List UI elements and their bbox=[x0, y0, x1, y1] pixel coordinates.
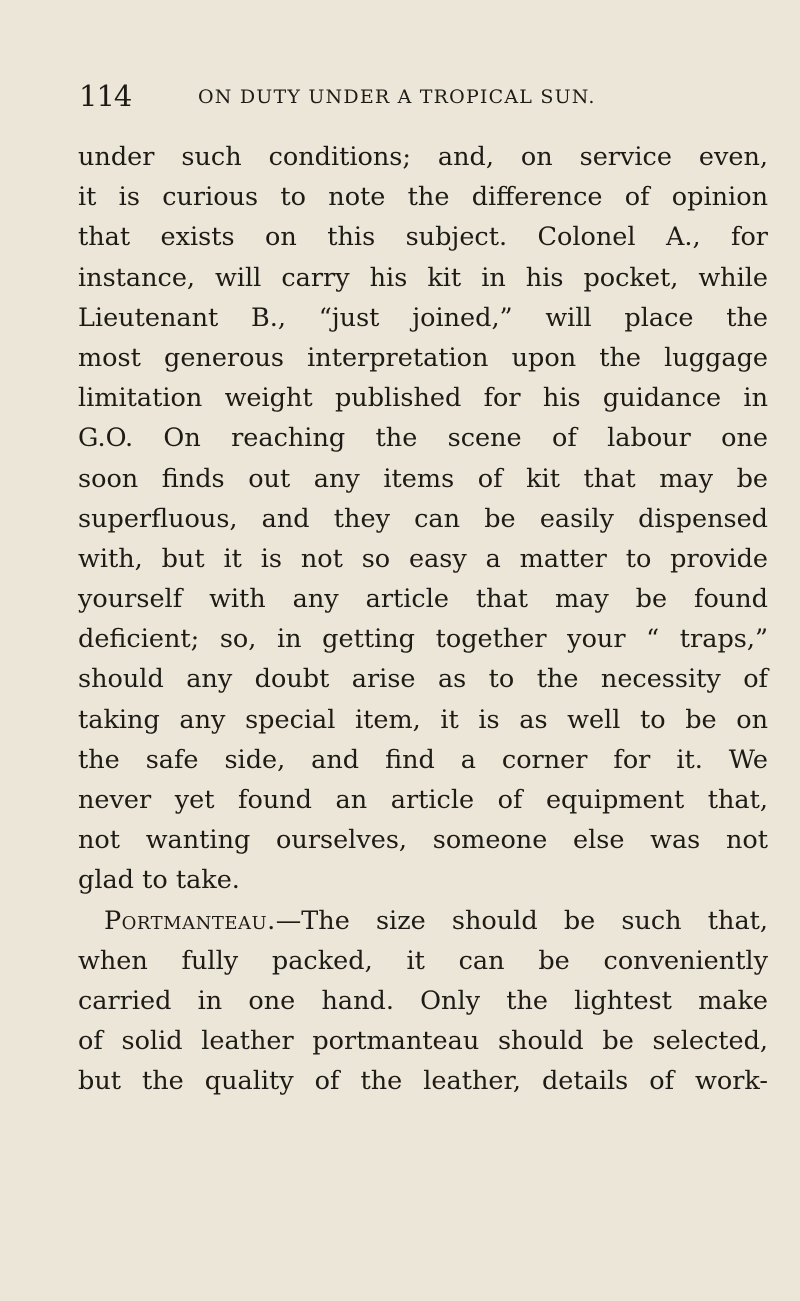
text-line: soon finds out any items of kit that may be bbox=[78, 463, 768, 494]
text-line: with, but it is not so easy a matter to provide bbox=[78, 543, 768, 574]
section-line-text: —The size should be such that, bbox=[275, 905, 768, 936]
page-header bbox=[79, 76, 759, 116]
text-line: should any doubt arise as to the necessity of bbox=[78, 664, 768, 695]
page-number: 114 bbox=[79, 79, 132, 113]
text-line: G.O. On reaching the scene of labour one bbox=[78, 423, 768, 454]
text-line: when fully packed, it can be conveniently bbox=[78, 945, 768, 976]
text-line: yourself with any article that may be found bbox=[78, 584, 768, 615]
text-line: not wanting ourselves, someone else was not bbox=[78, 825, 768, 856]
running-title: ON DUTY UNDER A TROPICAL SUN. bbox=[198, 86, 596, 108]
text-line: most generous interpretation upon the luggage bbox=[78, 342, 768, 373]
text-line: but the quality of the leather, details of work- bbox=[78, 1066, 768, 1097]
text-line: it is curious to note the difference of opinion bbox=[78, 182, 768, 213]
text-line: instance, will carry his kit in his pocket, while bbox=[78, 262, 768, 293]
section-first-line bbox=[78, 901, 768, 941]
text-line: limitation weight published for his guidance in bbox=[78, 383, 768, 414]
section-heading: Portmanteau. bbox=[104, 905, 276, 936]
text-line: deficient; so, in getting together your “ traps,” bbox=[78, 624, 768, 655]
text-line: that exists on this subject. Colonel A., for bbox=[78, 222, 768, 253]
text-line: taking any special item, it is as well to be on bbox=[78, 704, 768, 735]
body-text bbox=[78, 137, 768, 1102]
text-line: carried in one hand. Only the lightest make bbox=[78, 985, 768, 1016]
text-line: under such conditions; and, on service even, bbox=[78, 142, 768, 172]
text-line: of solid leather portmanteau should be selected, bbox=[78, 1026, 768, 1057]
text-line: never yet found an article of equipment that, bbox=[78, 785, 768, 815]
text-line: Lieutenant B., “just joined,” will place the bbox=[78, 302, 768, 333]
text-line: glad to take. bbox=[78, 865, 240, 896]
text-line: the safe side, and find a corner for it. We bbox=[78, 744, 768, 775]
text-line: superfluous, and they can be easily dispensed bbox=[78, 503, 768, 534]
